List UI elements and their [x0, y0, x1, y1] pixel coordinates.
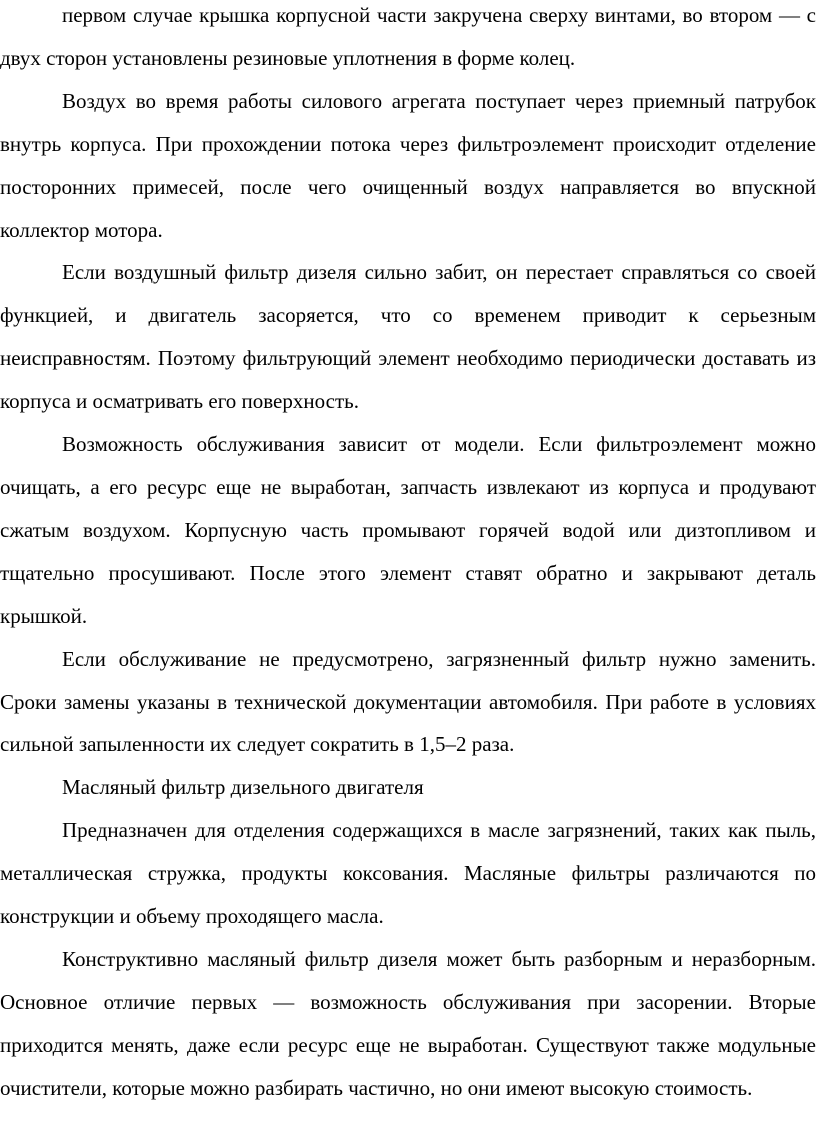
paragraph-maintenance: Возможность обслуживания зависит от модели. Если фильтроэлемент можно очищать, а его ресурс еще не выработан, запчасть извлекают из корпуса и продувают сжатым воздухом. Корпусную часть промывают горячей водой или дизтопливом и тщательно просушивают. После этого элемент ставят обратно и закрывают деталь крышкой.: [0, 432, 816, 628]
paragraph-oil-filter-construction: Конструктивно масляный фильтр дизеля может быть разборным и неразборным. Основное отличие первых — возможность обслуживания при засорении. Вторые приходится менять, даже если ресурс еще не выработан. Существуют также модульные очистители, которые можно разбирать частично, но они имеют высокую стоимость.: [0, 946, 816, 1100]
paragraph-air-intake: Воздух во время работы силового агрегата поступает через приемный патрубок внутрь корпуса. При прохождении потока через фильтроэлемент происходит отделение посторонних примесей, после чего очищенный воздух направляется во впускной коллектор мотора.: [0, 88, 816, 242]
paragraph-replacement: Если обслуживание не предусмотрено, загрязненный фильтр нужно заменить. Сроки замены указаны в технической документации автомобиля. При работе в условиях сильной запыленности их следует сократить в 1,5–2 раза.: [0, 646, 816, 757]
section-heading-oil-filter: Масляный фильтр дизельного двигателя: [62, 775, 424, 800]
paragraph-oil-filter-purpose: Предназначен для отделения содержащихся в масле загрязнений, таких как пыль, металлическая стружка, продукты коксования. Масляные фильтры различаются по конструкции и объему проходящего масла.: [0, 818, 816, 929]
paragraph-clogged-filter: Если воздушный фильтр дизеля сильно забит, он перестает справляться со своей функцией, и двигатель засоряется, что со временем приводит к серьезным неисправностям. Поэтому фильтрующий элемент необходимо периодически доставать из корпуса и осматривать его поверхность.: [0, 260, 816, 414]
paragraph-continuation: первом случае крышка корпусной части закручена сверху винтами, во втором — с двух сторон установлены резиновые уплотнения в форме колец.: [0, 3, 816, 70]
